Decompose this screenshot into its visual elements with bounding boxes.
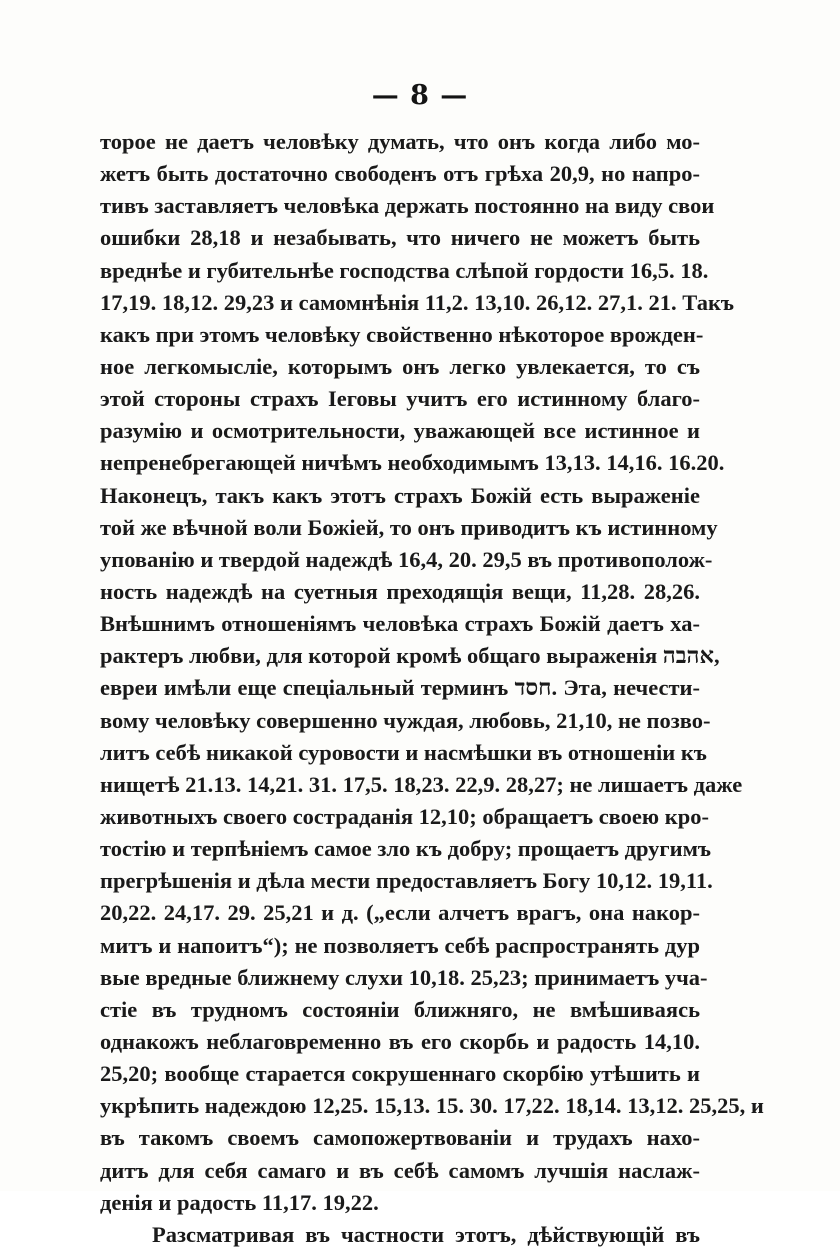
text-line: 17,19. 18,12. 29,23 и самомнѣнія 11,2. 13,10. 26,12. 27,1. 21. Такъ	[100, 289, 735, 315]
text-line: митъ и напоитъ“); не позволяетъ себѣ распространять дур	[100, 932, 700, 958]
text-line: этой стороны страхъ Іеговы учитъ его истинному благо-	[100, 386, 700, 412]
text-line: 25,20; вообще старается сокрушеннаго скорбію утѣшить и	[100, 1061, 700, 1087]
text-line: рактеръ любви, для которой кромѣ общаго выраженія אהבה,	[100, 643, 720, 669]
page-number: — 8 —	[371, 80, 469, 111]
text-line: укрѣпить надеждою 12,25. 15,13. 15. 30. 17,22. 18,14. 13,12. 25,25, и	[100, 1093, 764, 1119]
text-line: торое не даетъ человѣку думать, что онъ когда либо мо-	[100, 129, 700, 154]
paragraph-start-line: Разсматривая въ частности этотъ, дѣйствующій въ	[152, 1221, 700, 1247]
text-line: жетъ быть достаточно свободенъ отъ грѣха 20,9, но напро-	[100, 161, 700, 187]
text-line: упованію и твердой надеждѣ 16,4, 20. 29,5 въ противополож-	[100, 546, 713, 572]
text-line: ное легкомысліе, которымъ онъ легко увлекается, то съ	[100, 353, 700, 379]
text-line: прегрѣшенія и дѣла мести предоставляетъ Богу 10,12. 19,11.	[100, 868, 713, 894]
text-line: евреи имѣли еще спеціальный терминъ חסד. Эта, нечести-	[100, 675, 700, 701]
text-line: какъ при этомъ человѣку свойственно нѣкоторое врожден-	[100, 321, 704, 347]
text-line: животныхъ своего состраданія 12,10; обращаетъ своею кро-	[100, 803, 709, 829]
paragraph-end-line: денія и радость 11,17. 19,22.	[100, 1189, 379, 1215]
text-line: Внѣшнимъ отношеніямъ человѣка страхъ Божій даетъ ха-	[100, 611, 700, 637]
text-line: тивъ заставляетъ человѣка держать постоянно на виду свои	[100, 193, 715, 219]
text-line: литъ себѣ никакой суровости и насмѣшки въ отношеніи къ	[100, 739, 707, 765]
text-line: вому человѣку совершенно чуждая, любовь, 21,10, не позво-	[100, 707, 711, 733]
text-line: ошибки 28,18 и незабывать, что ничего не можетъ быть	[100, 225, 700, 251]
text-line: разумію и осмотрительности, уважающей все истинное и	[100, 418, 700, 444]
text-line: вреднѣе и губительнѣе господства слѣпой гордости 16,5. 18.	[100, 257, 709, 283]
text-line: однакожъ неблаговременно въ его скорбь и радость 14,10.	[100, 1028, 700, 1054]
text-line: тостію и терпѣніемъ самое зло къ добру; прощаетъ другимъ	[100, 836, 712, 862]
text-line: нищетѣ 21.13. 14,21. 31. 17,5. 18,23. 22,9. 28,27; не лишаетъ даже	[100, 771, 743, 797]
text-line: Наконецъ, такъ какъ этотъ страхъ Божій есть выраженіе	[100, 482, 700, 508]
text-line: въ такомъ своемъ самопожертвованіи и трудахъ нахо-	[100, 1125, 700, 1151]
body-text	[100, 126, 764, 1251]
text-line: 20,22. 24,17. 29. 25,21 и д. („если алчетъ врагъ, она накор-	[100, 900, 700, 926]
text-line: стіе въ трудномъ состояніи ближняго, не вмѣшиваясь	[100, 996, 700, 1022]
text-line: той же вѣчной воли Божіей, то онъ приводитъ къ истинному	[100, 514, 718, 540]
text-line: вые вредные ближнему слухи 10,18. 25,23; принимаетъ уча-	[100, 964, 708, 990]
text-line: непренебрегающей ничѣмъ необходимымъ 13,13. 14,16. 16.20.	[100, 450, 725, 476]
text-line: ность надеждѣ на суетныя преходящія вещи, 11,28. 28,26.	[100, 578, 700, 604]
text-line: дитъ для себя самаго и въ себѣ самомъ лучшія наслаж-	[100, 1157, 700, 1183]
